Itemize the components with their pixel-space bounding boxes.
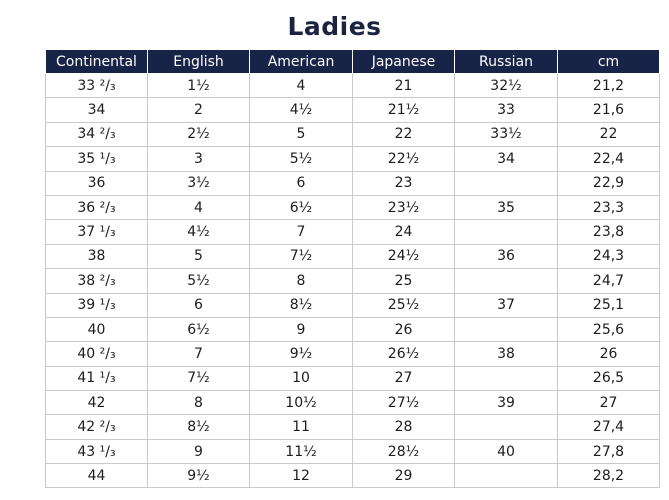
cell-english: 5½	[148, 269, 250, 293]
cell-continental: 39 ¹/₃	[46, 293, 148, 317]
cell-japanese: 25½	[353, 293, 455, 317]
table-row	[46, 195, 660, 219]
table-header	[46, 50, 660, 74]
cell-japanese: 28½	[353, 439, 455, 463]
cell-russian: 33½	[455, 122, 558, 146]
cell-continental: 42 ²/₃	[46, 415, 148, 439]
table-row	[46, 293, 660, 317]
cell-english: 4½	[148, 220, 250, 244]
cell-continental: 37 ¹/₃	[46, 220, 148, 244]
table-row	[46, 415, 660, 439]
cell-russian: 33	[455, 98, 558, 122]
cell-continental: 36	[46, 171, 148, 195]
cell-cm: 24,3	[558, 244, 660, 268]
cell-russian: 32½	[455, 74, 558, 98]
cell-continental: 33 ²/₃	[46, 74, 148, 98]
cell-english: 1½	[148, 74, 250, 98]
cell-japanese: 25	[353, 269, 455, 293]
cell-american: 12	[250, 464, 353, 488]
cell-russian	[455, 415, 558, 439]
cell-japanese: 23	[353, 171, 455, 195]
cell-american: 11	[250, 415, 353, 439]
cell-american: 9	[250, 317, 353, 341]
cell-japanese: 26	[353, 317, 455, 341]
cell-american: 4½	[250, 98, 353, 122]
header-row	[46, 50, 660, 74]
cell-cm: 24,7	[558, 269, 660, 293]
table-row	[46, 171, 660, 195]
table-row	[46, 317, 660, 341]
cell-japanese: 28	[353, 415, 455, 439]
table-row	[46, 74, 660, 98]
cell-cm: 23,3	[558, 195, 660, 219]
cell-english: 7½	[148, 366, 250, 390]
table-row	[46, 391, 660, 415]
cell-russian: 35	[455, 195, 558, 219]
cell-japanese: 22	[353, 122, 455, 146]
table-row	[46, 366, 660, 390]
column-header-english: English	[148, 50, 250, 74]
cell-english: 2	[148, 98, 250, 122]
cell-american: 6	[250, 171, 353, 195]
cell-japanese: 27	[353, 366, 455, 390]
cell-american: 6½	[250, 195, 353, 219]
cell-english: 6	[148, 293, 250, 317]
cell-cm: 21,2	[558, 74, 660, 98]
cell-english: 2½	[148, 122, 250, 146]
cell-continental: 34	[46, 98, 148, 122]
cell-continental: 42	[46, 391, 148, 415]
cell-english: 9½	[148, 464, 250, 488]
cell-japanese: 21½	[353, 98, 455, 122]
cell-english: 9	[148, 439, 250, 463]
column-header-japanese: Japanese	[353, 50, 455, 74]
cell-cm: 26	[558, 342, 660, 366]
cell-cm: 27,4	[558, 415, 660, 439]
cell-english: 3	[148, 147, 250, 171]
cell-american: 7½	[250, 244, 353, 268]
cell-continental: 40 ²/₃	[46, 342, 148, 366]
cell-american: 5	[250, 122, 353, 146]
table-row	[46, 439, 660, 463]
cell-american: 9½	[250, 342, 353, 366]
cell-continental: 40	[46, 317, 148, 341]
cell-cm: 27	[558, 391, 660, 415]
cell-continental: 35 ¹/₃	[46, 147, 148, 171]
cell-russian	[455, 269, 558, 293]
cell-russian: 40	[455, 439, 558, 463]
cell-english: 8	[148, 391, 250, 415]
cell-american: 4	[250, 74, 353, 98]
cell-japanese: 21	[353, 74, 455, 98]
cell-english: 6½	[148, 317, 250, 341]
cell-japanese: 23½	[353, 195, 455, 219]
cell-english: 8½	[148, 415, 250, 439]
cell-cm: 22	[558, 122, 660, 146]
cell-japanese: 24	[353, 220, 455, 244]
table-row	[46, 244, 660, 268]
table-body	[46, 74, 660, 488]
cell-japanese: 27½	[353, 391, 455, 415]
table-row	[46, 220, 660, 244]
cell-cm: 26,5	[558, 366, 660, 390]
table-row	[46, 342, 660, 366]
cell-cm: 28,2	[558, 464, 660, 488]
cell-american: 10	[250, 366, 353, 390]
cell-russian	[455, 366, 558, 390]
cell-continental: 44	[46, 464, 148, 488]
cell-cm: 27,8	[558, 439, 660, 463]
cell-american: 5½	[250, 147, 353, 171]
table-row	[46, 98, 660, 122]
cell-japanese: 22½	[353, 147, 455, 171]
cell-cm: 25,1	[558, 293, 660, 317]
cell-english: 5	[148, 244, 250, 268]
cell-english: 4	[148, 195, 250, 219]
cell-american: 8½	[250, 293, 353, 317]
cell-english: 3½	[148, 171, 250, 195]
column-header-american: American	[250, 50, 353, 74]
cell-russian: 37	[455, 293, 558, 317]
cell-continental: 34 ²/₃	[46, 122, 148, 146]
cell-russian	[455, 317, 558, 341]
cell-continental: 38	[46, 244, 148, 268]
cell-russian: 34	[455, 147, 558, 171]
cell-russian: 38	[455, 342, 558, 366]
cell-japanese: 24½	[353, 244, 455, 268]
cell-continental: 43 ¹/₃	[46, 439, 148, 463]
cell-american: 11½	[250, 439, 353, 463]
cell-american: 10½	[250, 391, 353, 415]
column-header-russian: Russian	[455, 50, 558, 74]
page-title: Ladies	[287, 12, 382, 41]
cell-russian	[455, 464, 558, 488]
column-header-continental: Continental	[46, 50, 148, 74]
cell-continental: 36 ²/₃	[46, 195, 148, 219]
cell-cm: 21,6	[558, 98, 660, 122]
cell-russian	[455, 171, 558, 195]
cell-american: 7	[250, 220, 353, 244]
table-row	[46, 122, 660, 146]
size-conversion-table	[45, 49, 660, 488]
table-row	[46, 147, 660, 171]
cell-cm: 22,4	[558, 147, 660, 171]
cell-cm: 23,8	[558, 220, 660, 244]
column-header-cm: cm	[558, 50, 660, 74]
cell-cm: 22,9	[558, 171, 660, 195]
table-row	[46, 464, 660, 488]
cell-continental: 38 ²/₃	[46, 269, 148, 293]
table-row	[46, 269, 660, 293]
cell-russian: 36	[455, 244, 558, 268]
cell-cm: 25,6	[558, 317, 660, 341]
cell-russian	[455, 220, 558, 244]
cell-english: 7	[148, 342, 250, 366]
cell-continental: 41 ¹/₃	[46, 366, 148, 390]
cell-russian: 39	[455, 391, 558, 415]
cell-japanese: 29	[353, 464, 455, 488]
cell-japanese: 26½	[353, 342, 455, 366]
cell-american: 8	[250, 269, 353, 293]
